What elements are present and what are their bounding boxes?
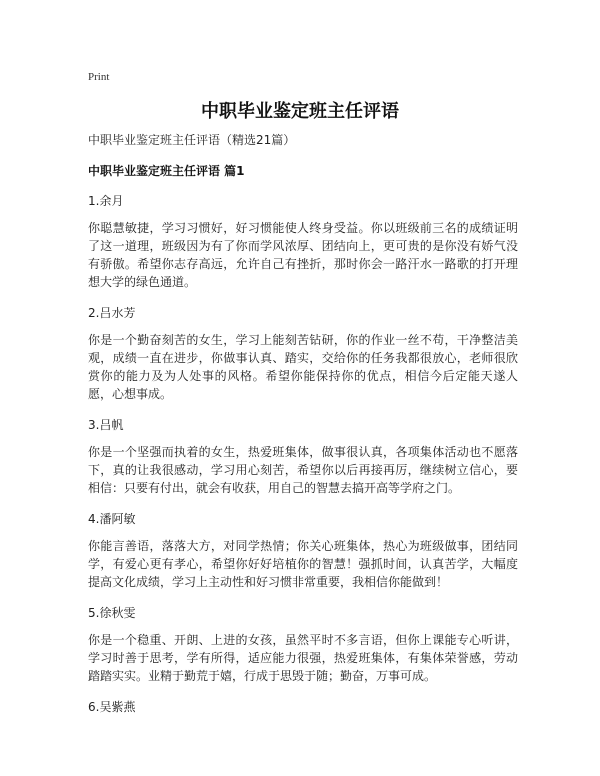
entry-name: 6.吴紫燕 [88, 700, 136, 714]
document-subtitle: 中职毕业鉴定班主任评语（精选21篇） [88, 133, 296, 147]
section-heading: 中职毕业鉴定班主任评语 篇1 [88, 164, 245, 178]
entry-text: 你能言善语，落落大方，对同学热情；你关心班集体，热心为班级做事，团结同学，有爱心更有孝心，希望你好好培植你的智慧！强抓时间，认真苦学，大幅度提高文化成绩，学习上主动性和好习惯非常重要，我相信你能做到！ [88, 539, 518, 589]
document-body [88, 131, 518, 725]
entry-name: 1.余月 [88, 194, 124, 208]
entry-name: 4.潘阿敏 [88, 512, 136, 526]
entry-text: 你聪慧敏捷，学习习惯好，好习惯能使人终身受益。你以班级前三名的成绩证明了这一道理，班级因为有了你而学风浓厚、团结向上，更可贵的是你没有娇气没有骄傲。希望你志存高远，允许自己有挫折，那时你会一路汗水一路歌的打开理想大学的绿色通道。 [88, 221, 518, 289]
entry-text: 你是一个坚强而执着的女生，热爱班集体，做事很认真，各项集体活动也不愿落下，真的让我很感动，学习用心刻苦，希望你以后再接再厉，继续树立信心，要相信：只要有付出，就会有收获，用自己的智慧去搞开高等学府之门。 [88, 445, 518, 495]
entry-name: 3.吕帆 [88, 418, 124, 432]
page-title: 中职毕业鉴定班主任评语 [201, 101, 399, 122]
print-link[interactable]: Print [88, 71, 110, 83]
entry-text: 你是一个稳重、开朗、上进的女孩，虽然平时不多言语，但你上课能专心听讲，学习时善于思考，学有所得，适应能力很强，热爱班集体，有集体荣誉感，劳动踏踏实实。业精于勤荒于嬉，行成于思毁于随；勤奋，万事可成。 [88, 633, 518, 683]
entry-name: 5.徐秋雯 [88, 606, 136, 620]
entry-name: 2.吕水芳 [88, 306, 136, 320]
entry-text: 你是一个勤奋刻苦的女生，学习上能刻苦钻研，你的作业一丝不苟，干净整洁美观，成绩一直在进步，你做事认真、踏实，交给你的任务我都很放心，老师很欣赏你的能力及为人处事的风格。希望你能保持你的优点，相信今后定能天遂人愿，心想事成。 [88, 333, 518, 401]
